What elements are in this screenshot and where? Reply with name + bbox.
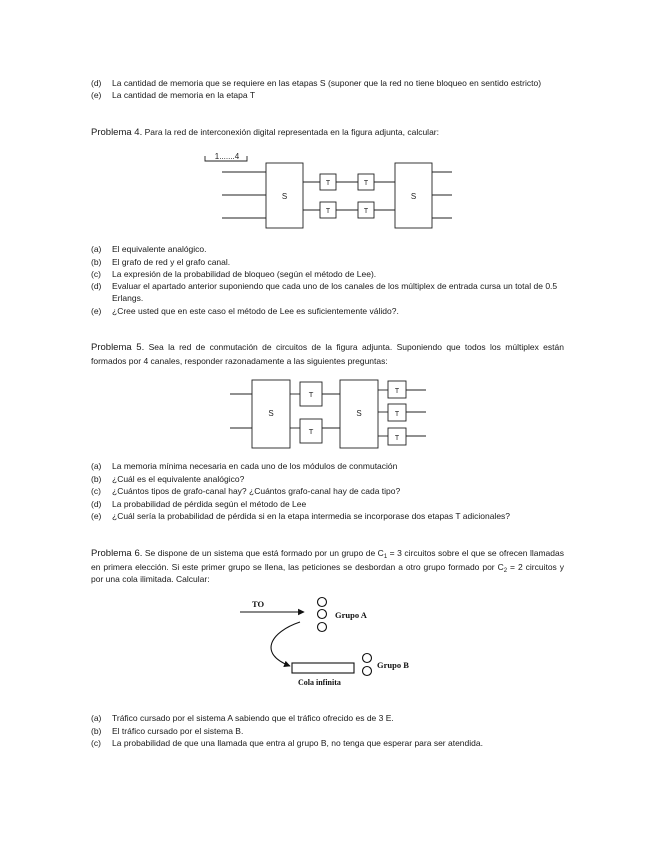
item-label: (a) (91, 461, 102, 471)
list-item (91, 725, 243, 737)
list-item (91, 280, 564, 304)
list-item (91, 243, 207, 255)
item-text: El equivalente analógico. (112, 244, 207, 254)
list-item (91, 77, 541, 89)
item-label: (d) (91, 78, 102, 88)
item-label: (c) (91, 738, 101, 748)
circuit-a-1 (318, 598, 327, 607)
item-text: La probabilidad de que una llamada que entra al grupo B, no tenga que esperar para ser atendida. (112, 738, 483, 748)
item-label: (a) (91, 244, 102, 254)
item-label: (c) (91, 269, 101, 279)
item-text: El tráfico cursado por el sistema B. (112, 726, 244, 736)
t-label: T (394, 435, 400, 442)
item-text: ¿Cree usted que en este caso el método de Lee es suficientemente válido?. (112, 306, 399, 316)
item-text: Tráfico cursado por el sistema A sabiendo que el tráfico ofrecido es de 3 E. (112, 713, 394, 723)
list-item (91, 268, 376, 280)
c2-subscript: 2 (503, 567, 508, 574)
item-label: (c) (91, 486, 101, 496)
item-text: La expresión de la probabilidad de bloqueo (según el método de Lee). (112, 269, 377, 279)
list-item (91, 256, 230, 268)
item-text: La cantidad de memoria en la etapa T (112, 90, 256, 100)
item-label: (b) (91, 474, 102, 484)
problem-4-heading: Problema 4. (91, 127, 143, 138)
problem-5-text: Sea la red de conmutación de circuitos de la figura adjunta. Suponiendo que todos los múltiplex están formados por 4 canales, responder razonadamente a las siguientes preguntas: (91, 342, 564, 366)
list-item (91, 510, 510, 522)
item-text: La probabilidad de pérdida según el método de Lee (112, 499, 307, 509)
list-item (91, 305, 399, 317)
problem-6-text-1: Se dispone de un sistema que está formado por un grupo de C (144, 548, 384, 558)
t-label: T (325, 180, 331, 187)
c1-subscript: 1 (383, 554, 388, 560)
problem-6-text-2: = 3 circuitos sobre el que se ofrecen llamadas en primera elección. Si este primer grupo se llena, las peticiones se desbordan a otro grupo formado por C (91, 548, 564, 572)
list-item (91, 473, 244, 485)
list-item (91, 485, 400, 497)
item-text: ¿Cuántos tipos de grafo-canal hay? ¿Cuántos grafo-canal hay de cada tipo? (112, 486, 401, 496)
item-text: ¿Cuál sería la probabilidad de pérdida si en la etapa intermedia se incorporase dos etapas T adicionales? (112, 511, 511, 521)
list-item (91, 737, 483, 749)
item-text: Evaluar el apartado anterior suponiendo que cada uno de los canales de los múltiplex de entrada cursa un total de 0.5 Erlangs. (112, 281, 558, 303)
problem-4-statement (91, 126, 564, 140)
list-item (91, 712, 394, 724)
s-label: S (410, 192, 417, 201)
list-item (91, 498, 306, 510)
problem-4-figure (200, 150, 460, 236)
t-label: T (394, 411, 400, 418)
t-label: T (325, 208, 331, 215)
t-label: T (308, 390, 314, 399)
problem-6-statement (91, 547, 564, 586)
item-label: (e) (91, 306, 102, 316)
item-label: (e) (91, 90, 102, 100)
problem-5-heading: Problema 5. (91, 342, 145, 353)
circuit-b-2 (363, 667, 372, 676)
t-label: T (363, 180, 369, 187)
item-label: (b) (91, 257, 102, 267)
item-label: (b) (91, 726, 102, 736)
item-text: El grafo de red y el grafo canal. (112, 257, 231, 267)
item-label: (e) (91, 511, 102, 521)
s-label: S (268, 409, 274, 418)
item-text: La memoria mínima necesaria en cada uno de los módulos de conmutación (112, 461, 398, 471)
list-item (91, 460, 397, 472)
problem-6-heading: Problema 6. (91, 548, 143, 559)
problem-5-figure (228, 376, 440, 452)
s-label: S (281, 192, 288, 201)
item-text: La cantidad de memoria que se requiere en las etapas S (suponer que la red no tiene bloqueo en sentido estricto) (112, 78, 542, 88)
queue-label: Cola infinita (298, 678, 341, 687)
t-label: T (363, 208, 369, 215)
group-b-label: Grupo B (377, 660, 409, 670)
circuit-a-3 (318, 623, 327, 632)
item-text: ¿Cuál es el equivalente analógico? (112, 474, 245, 484)
item-label: (d) (91, 281, 102, 291)
list-item (91, 89, 255, 101)
bracket-label: 1.......4 (214, 152, 240, 161)
t-label: T (308, 427, 314, 436)
item-label: (a) (91, 713, 102, 723)
group-a-label: Grupo A (335, 610, 367, 620)
problem-6-figure (232, 592, 422, 688)
s-label: S (356, 409, 362, 418)
circuit-a-2 (318, 610, 327, 619)
t-label: T (394, 388, 400, 395)
problem-5-statement (91, 341, 564, 367)
problem-6-text-3: = 2 circuitos y por una cola ilimitada. Calcular: (91, 561, 565, 584)
circuit-b-1 (363, 654, 372, 663)
to-label: TO (252, 599, 265, 609)
item-label: (d) (91, 499, 102, 509)
problem-4-text: Para la red de interconexión digital representada en la figura adjunta, calcular: (144, 127, 439, 137)
